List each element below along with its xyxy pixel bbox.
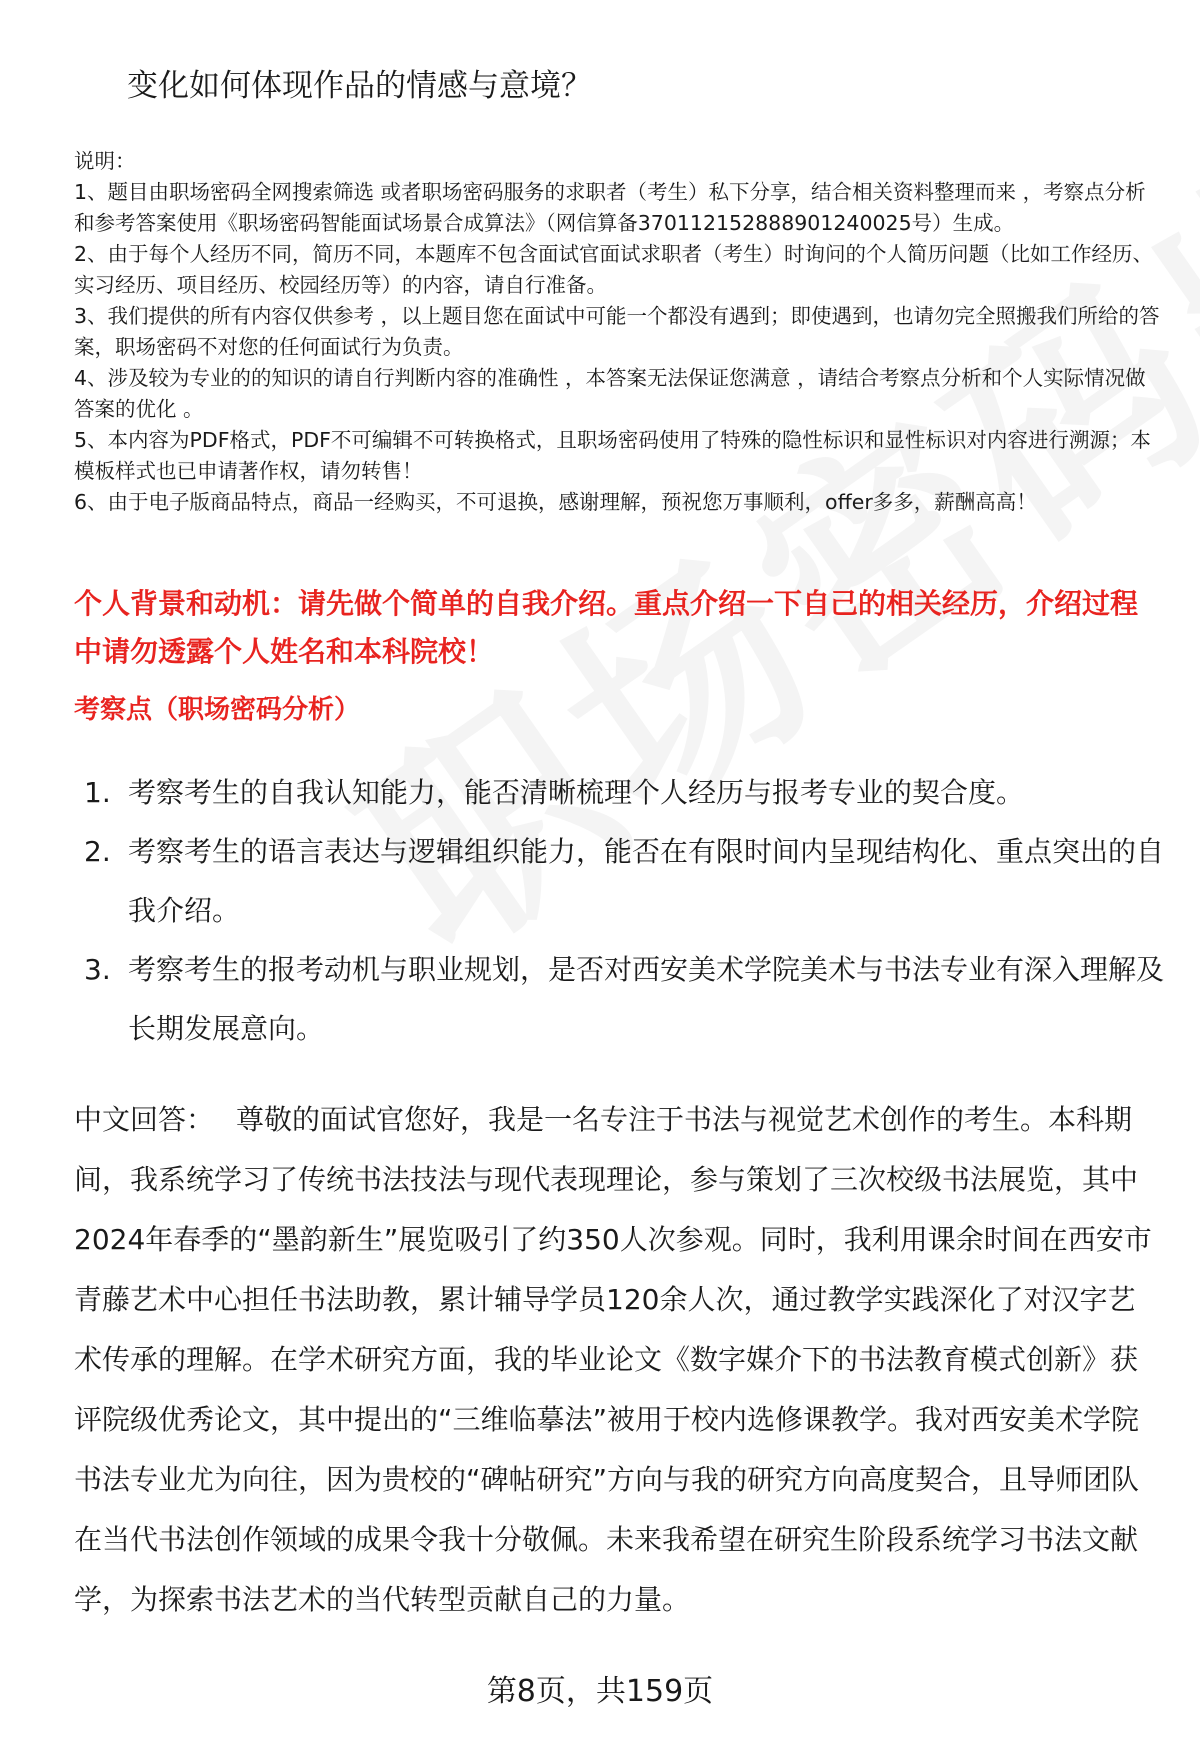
point-text: 考察考生的报考动机与职业规划，是否对西安美术学院美术与书法专业有深入理解及长期发展意向。 xyxy=(128,953,1165,1045)
note-item: 1、题目由职场密码全网搜索筛选 或者职场密码服务的求职者（考生）私下分享，结合相关资料整理而来 ，考察点分析和参考答案使用《职场密码智能面试场景合成算法》（网信算备370112152888901240025号）生成。 xyxy=(74,180,1146,235)
note-item: 3、我们提供的所有内容仅供参考 ，以上题目您在面试中可能一个都没有遇到；即使遇到，也请勿完全照搬我们所给的答案，职场密码不对您的任何面试行为负责。 xyxy=(74,304,1160,359)
interview-question: 个人背景和动机：请先做个简单的自我介绍。重点介绍一下自己的相关经历，介绍过程中请勿透露个人姓名和本科院校！ xyxy=(74,587,1139,668)
point-number: 1. xyxy=(84,776,111,809)
analysis-point xyxy=(74,940,1164,1058)
note-item: 6、由于电子版商品特点，商品一经购买，不可退换，感谢理解，预祝您万事顺利，offer多多，薪酬高高！ xyxy=(74,490,1037,514)
notes-label: 说明： xyxy=(74,149,136,173)
point-text: 考察考生的自我认知能力，能否清晰梳理个人经历与报考专业的契合度。 xyxy=(128,776,1025,809)
analysis-point xyxy=(74,763,1164,822)
analysis-points-list xyxy=(74,763,1164,1058)
analysis-heading: 考察点（职场密码分析） xyxy=(74,695,361,725)
answer-text: 尊敬的面试官您好，我是一名专注于书法与视觉艺术创作的考生。本科期间，我系统学习了传统书法技法与现代表现理论，参与策划了三次校级书法展览，其中2024年春季的“墨韵新生”展览吸引了约350人次参观。同时，我利用课余时间在西安市青藤艺术中心担任书法助教，累计辅导学员120余人次，通过教学实践深化了对汉字艺术传承的理解。在学术研究方面，我的毕业论文《数字媒介下的书法教育模式创新》获评院级优秀论文，其中提出的“三维临摹法”被用于校内选修课教学。我对西安美术学院书法专业尤为向往，因为贵校的“碑帖研究”方向与我的研究方向高度契合，且导师团队在当代书法创作领域的成果令我十分敬佩。未来我希望在研究生阶段系统学习书法文献学，为探索书法艺术的当代转型贡献自己的力量。 xyxy=(74,1103,1152,1616)
page-number: 第8页，共159页 xyxy=(486,1674,714,1709)
answer-label: 中文回答： xyxy=(74,1103,215,1136)
note-item: 4、涉及较为专业的的知识的请自行判断内容的准确性 ，本答案无法保证您满意 ，请结合考察点分析和个人实际情况做答案的优化 。 xyxy=(74,366,1146,421)
note-item: 2、由于每个人经历不同，简历不同，本题库不包含面试官面试求职者（考生）时询问的个人简历问题（比如工作经历、实习经历、项目经历、校园经历等）的内容，请自行准备。 xyxy=(74,242,1154,297)
analysis-point xyxy=(74,822,1164,940)
answer-paragraph xyxy=(74,1090,1160,1630)
notes-section xyxy=(74,146,1160,518)
point-text: 考察考生的语言表达与逻辑组织能力，能否在有限时间内呈现结构化、重点突出的自我介绍。 xyxy=(128,835,1165,927)
page-title: 变化如何体现作品的情感与意境？ xyxy=(127,68,592,104)
note-item: 5、本内容为PDF格式，PDF不可编辑不可转换格式，且职场密码使用了特殊的隐性标识和显性标识对内容进行溯源；本模板样式也已申请著作权，请勿转售！ xyxy=(74,428,1151,483)
point-number: 3. xyxy=(84,953,111,986)
point-number: 2. xyxy=(84,835,111,868)
